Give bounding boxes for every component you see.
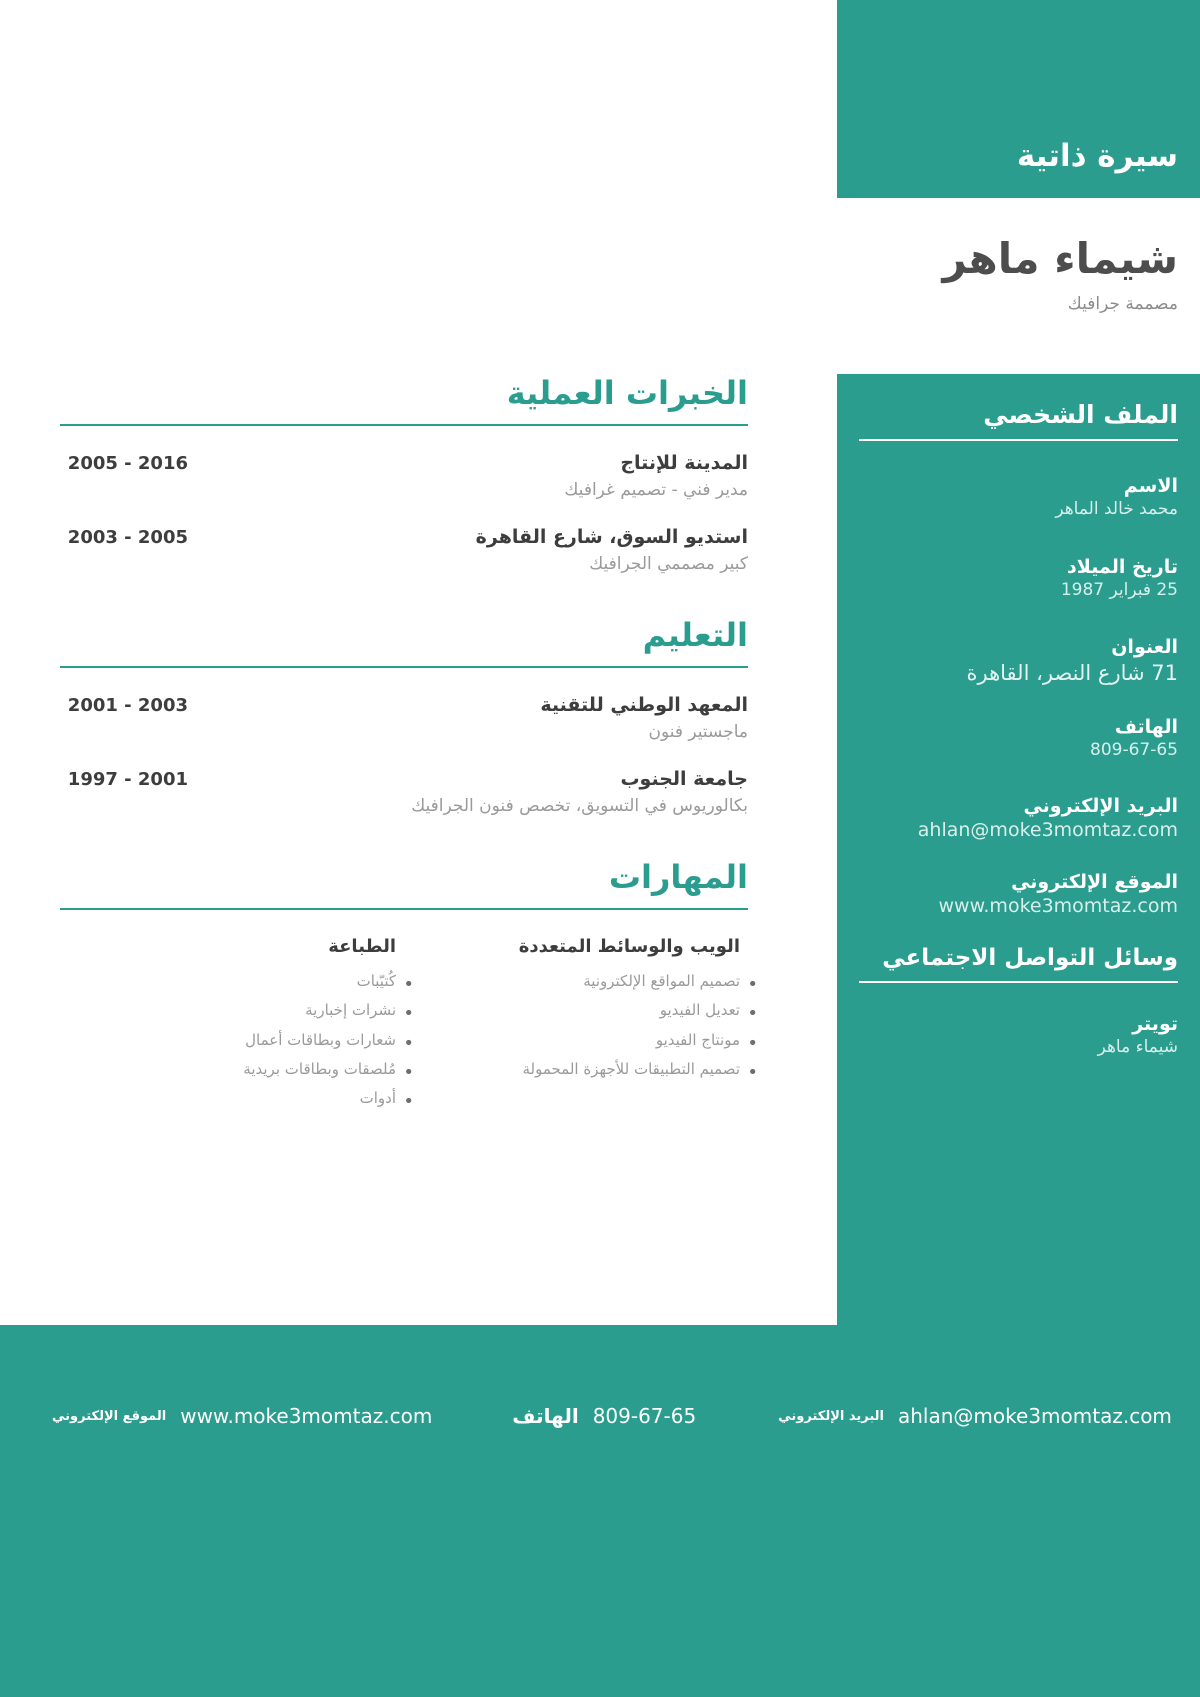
profile-field-address <box>837 636 1200 686</box>
skill-item: • تصميم المواقع الإلكترونية <box>412 967 740 996</box>
social-item-twitter[interactable] <box>837 1013 1200 1058</box>
entry-title: جامعة الجنوب <box>620 768 748 790</box>
field-value: شيماء ماهر <box>1097 1036 1178 1057</box>
skill-item: • كُتيّبات <box>68 967 396 996</box>
field-value: محمد خالد الماهر <box>1055 499 1178 519</box>
skills-column-heading: الويب والوسائط المتعددة <box>518 936 740 957</box>
entry-title: المدينة للإنتاج <box>620 452 748 474</box>
field-value[interactable]: ahlan@moke3momtaz.com <box>917 819 1178 841</box>
skills-column-print <box>60 936 404 1113</box>
profile-field-name <box>837 475 1200 520</box>
skill-item: • نشرات إخبارية <box>68 996 396 1025</box>
education-divider <box>60 666 748 668</box>
profile-field-phone <box>837 716 1200 761</box>
entry-date: 2003 - 2005 <box>67 527 188 548</box>
footer-value[interactable]: ahlan@moke3momtaz.com <box>898 1404 1172 1428</box>
entry-title: المعهد الوطني للتقنية <box>540 694 748 716</box>
experience-entry <box>60 526 748 574</box>
profile-field-birthdate <box>837 556 1200 601</box>
education-title: التعليم <box>642 616 748 654</box>
skills-list <box>68 967 396 1113</box>
skills-column-web <box>404 936 748 1113</box>
skills-divider <box>60 908 748 910</box>
entry-date: 2001 - 2003 <box>67 695 188 716</box>
entry-subtitle: مدير فني - تصميم غرافيك <box>564 480 748 500</box>
footer-value[interactable]: 809-67-65 <box>592 1404 697 1428</box>
field-label: الموقع الإلكتروني <box>1011 870 1178 893</box>
experience-divider <box>60 424 748 426</box>
education-entry <box>60 768 748 816</box>
field-label: الاسم <box>1123 475 1178 497</box>
field-label: تاريخ الميلاد <box>1067 556 1178 579</box>
skill-item: • تعديل الفيديو <box>412 996 740 1025</box>
skills-column-heading: الطباعة <box>328 936 396 957</box>
experience-entry <box>60 452 748 500</box>
field-label: الهاتف <box>1114 715 1178 738</box>
education-section <box>0 616 800 816</box>
field-label: البريد الإلكتروني <box>1023 795 1178 817</box>
field-label: تويتر <box>1132 1012 1178 1035</box>
cv-title-band <box>837 0 1200 198</box>
name-band <box>837 198 1200 374</box>
footer-label: الموقع الإلكتروني <box>52 1409 167 1424</box>
profile-section <box>837 374 1200 1360</box>
skill-item: • مونتاج الفيديو <box>412 1026 740 1055</box>
person-role: مصممة جرافيك <box>1067 294 1178 314</box>
cv-title: سيرة ذاتية <box>1016 138 1178 174</box>
field-value: 25 فبراير 1987 <box>1060 580 1178 601</box>
skills-list <box>412 967 740 1084</box>
experience-title: الخبرات العملية <box>506 374 748 412</box>
field-label: العنوان <box>1111 635 1178 658</box>
skills-title: المهارات <box>608 858 748 896</box>
skill-item: • مُلصقات وبطاقات بريدية <box>68 1055 396 1084</box>
skill-item: • شعارات وبطاقات أعمال <box>68 1026 396 1055</box>
field-value[interactable]: www.moke3momtaz.com <box>938 894 1178 917</box>
entry-date: 2005 - 2016 <box>67 453 188 474</box>
entry-subtitle: كبير مصممي الجرافيك <box>589 554 748 574</box>
skill-item: • أدوات <box>68 1084 396 1113</box>
entry-subtitle: ماجستير فنون <box>648 722 748 742</box>
entry-title: استديو السوق، شارع القاهرة <box>475 526 748 548</box>
profile-section-title: الملف الشخصي <box>983 400 1178 429</box>
footer-item-website[interactable] <box>52 1403 433 1429</box>
person-name: شيماء ماهر <box>942 234 1178 283</box>
social-section-title: وسائل التواصل الاجتماعي <box>882 944 1178 971</box>
field-value: 71 شارع النصر، القاهرة <box>966 660 1178 685</box>
footer-bar <box>0 1325 1200 1697</box>
field-value: 809-67-65 <box>1090 739 1178 760</box>
profile-column <box>837 0 1200 1360</box>
skills-section <box>0 858 800 1113</box>
experience-section <box>0 374 800 574</box>
footer-label: الهاتف <box>512 1404 579 1428</box>
footer-label: البريد الإلكتروني <box>778 1409 884 1424</box>
footer-value[interactable]: www.moke3momtaz.com <box>180 1404 433 1428</box>
entry-subtitle: بكالوريوس في التسويق، تخصص فنون الجرافيك <box>411 796 748 816</box>
main-column <box>0 374 800 1113</box>
footer-item-phone[interactable] <box>512 1403 696 1429</box>
profile-field-website[interactable] <box>837 871 1200 919</box>
entry-date: 1997 - 2001 <box>67 769 188 790</box>
footer-item-email[interactable] <box>778 1403 1172 1429</box>
skill-item: • تصميم التطبيقات للأجهزة المحمولة <box>412 1055 740 1084</box>
profile-field-email[interactable] <box>837 795 1200 843</box>
education-entry <box>60 694 748 742</box>
